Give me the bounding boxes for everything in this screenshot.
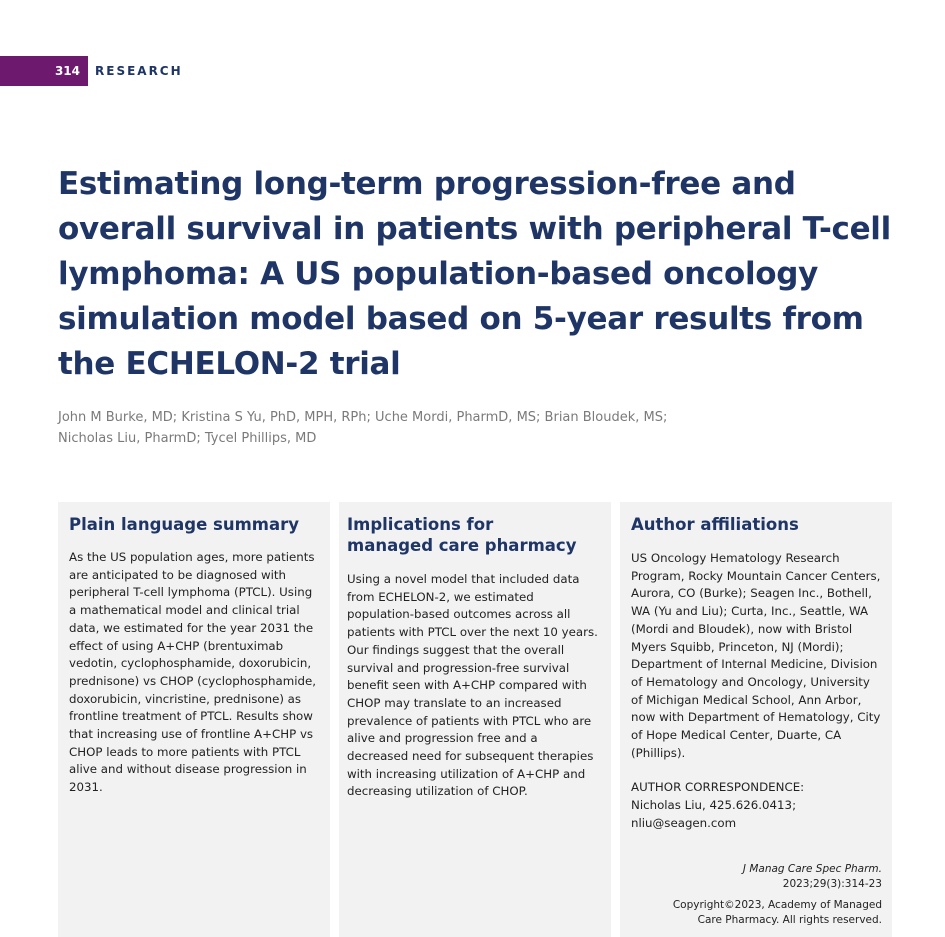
affiliations-heading: Author affiliations [631, 515, 799, 534]
author-list [58, 407, 878, 449]
implications-panel [339, 502, 611, 937]
plain-language-heading: Plain language summary [69, 515, 299, 534]
journal-volume: 2023;29(3):314-23 [782, 878, 882, 890]
page-number: 314 [54, 64, 80, 78]
implications-heading-line-2: managed care pharmacy [347, 536, 577, 555]
copyright-notice [632, 898, 882, 928]
plain-language-body: As the US population ages, more patients are anticipated to be diagnosed with peripheral T-cell lymphoma (PTCL). Using a mathematical model and clinical trial data, we estimated for the year 2031 the effect of using A+CHP (brentuximab vedotin, cyclophosphamide, doxorubicin, prednisone) vs CHOP (cyclophosphamide, doxorubicin, vincristine, prednisone) as frontline treatment of PTCL. Results show that increasing use of frontline A+CHP vs CHOP leads to more patients with PTCL alive and without disease progression in 2031. [69, 550, 317, 795]
correspondence-contact: Nicholas Liu, 425.626.0413; [631, 798, 797, 813]
implications-body: Using a novel model that included data from ECHELON-2, we estimated population-based outcomes across all patients with PTCL over the next 10 years. Our findings suggest that the overall survival and progression-free survival benefit seen with A+CHP compared with CHOP may translate to an increased prevalence of patients with PTCL who are alive and progression free and a decreased need for subsequent therapies with increasing utilization of A+CHP and decreasing utilization of CHOP. [347, 572, 598, 799]
copyright-line-2: Care Pharmacy. All rights reserved. [697, 914, 882, 926]
article-title: Estimating long-term progression-free and overall survival in patients with peripheral T-cell lymphoma: A US population-based oncology simulation model based on 5-year results from the ECHELON-2 trial [58, 166, 891, 382]
implications-heading-line-1: Implications for [347, 515, 494, 534]
author-line-2: Nicholas Liu, PharmD; Tycel Phillips, MD [58, 431, 317, 446]
correspondence-heading: AUTHOR CORRESPONDENCE: [631, 780, 805, 795]
correspondence-email[interactable]: nliu@seagen.com [631, 815, 737, 830]
page-number-badge [0, 56, 88, 86]
implications-heading [347, 514, 600, 556]
plain-language-summary-panel [58, 502, 330, 937]
journal-citation [632, 862, 882, 892]
affiliations-body: US Oncology Hematology Research Program, Rocky Mountain Cancer Centers, Aurora, CO (Burke); Seagen Inc., Bothell, WA (Yu and Liu); Curta, Inc., Seattle, WA (Mordi and Bloudek), now with Bristol Myers Squibb, Princeton, NJ (Mordi); Department of Internal Medicine, Division of Hematology and Oncology, University of Michigan Medical School, Ann Arbor, now with Department of Hematology, City of Hope Medical Center, Duarte, CA (Phillips). [631, 551, 881, 760]
section-label: RESEARCH [95, 64, 183, 78]
author-line-1: John M Burke, MD; Kristina S Yu, PhD, MPH, RPh; Uche Mordi, PharmD, MS; Brian Bloudek, MS; [58, 410, 668, 425]
journal-name: J Manag Care Spec Pharm. [742, 863, 882, 875]
copyright-line-1: Copyright©2023, Academy of Managed [672, 899, 882, 911]
